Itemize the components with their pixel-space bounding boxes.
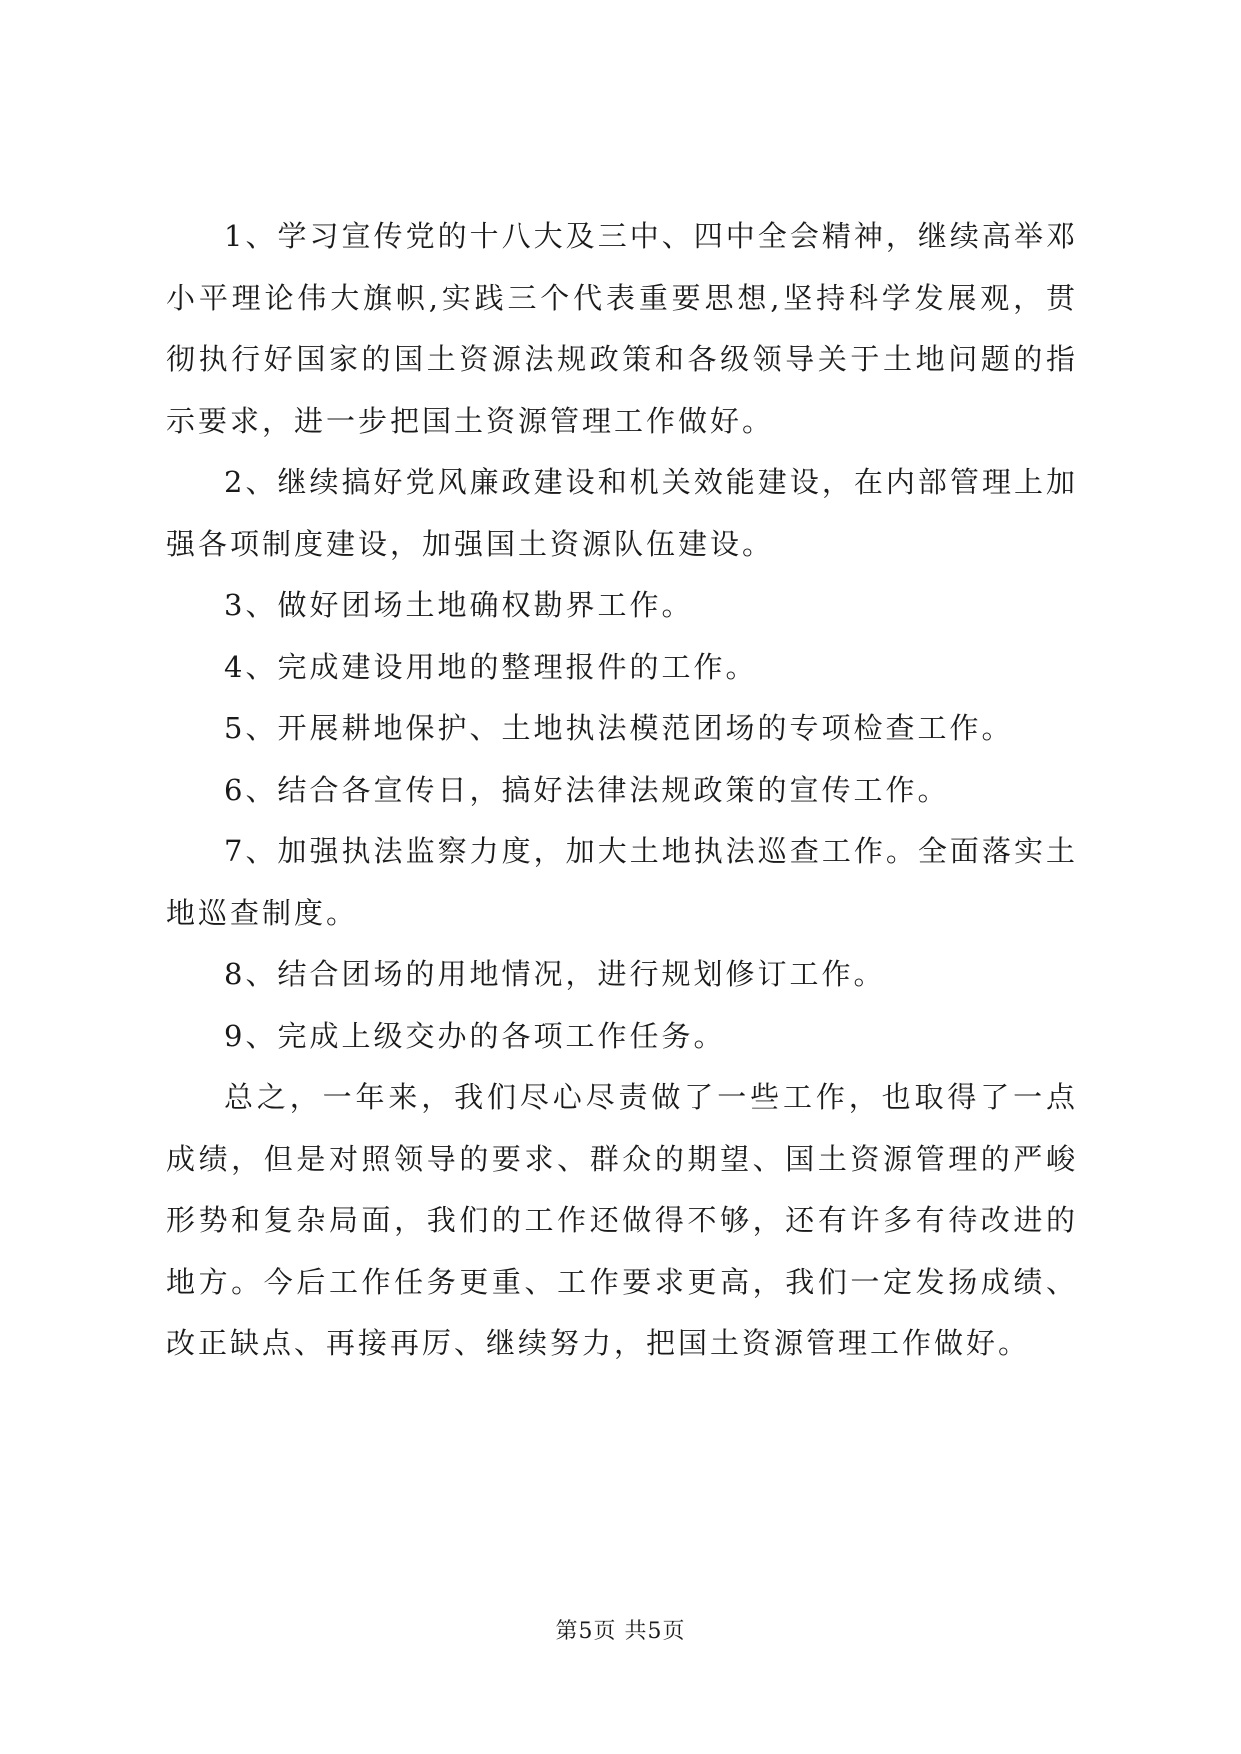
paragraph-item-4: 4、完成建设用地的整理报件的工作。	[224, 649, 758, 684]
paragraph-item-2: 2、继续搞好党风廉政建设和机关效能建设，在内部管理上加强各项制度建设，加强国土资源队伍建设。	[166, 465, 1078, 561]
paragraph-item-1: 1、学习宣传党的十八大及三中、四中全会精神，继续高举邓小平理论伟大旗帜,实践三个代表重要思想,坚持科学发展观，贯彻执行好国家的国土资源法规政策和各级领导关于土地问题的指示要求，进一步把国土资源管理工作做好。	[166, 219, 1078, 438]
paragraph-summary: 总之，一年来，我们尽心尽责做了一些工作，也取得了一点成绩，但是对照领导的要求、群众的期望、国土资源管理的严峻形势和复杂局面，我们的工作还做得不够，还有许多有待改进的地方。今后工作任务更重、工作要求更高，我们一定发扬成绩、改正缺点、再接再厉、继续努力，把国土资源管理工作做好。	[166, 1080, 1078, 1360]
paragraph-item-3: 3、做好团场土地确权勘界工作。	[224, 588, 694, 622]
document-body	[166, 206, 1078, 1375]
page-number-footer: 第5页 共5页	[555, 1619, 686, 1644]
paragraph-item-8: 8、结合团场的用地情况，进行规划修订工作。	[224, 957, 886, 991]
paragraph-item-9: 9、完成上级交办的各项工作任务。	[224, 1018, 726, 1053]
paragraph-item-5: 5、开展耕地保护、土地执法模范团场的专项检查工作。	[224, 711, 1014, 745]
paragraph-item-6: 6、结合各宣传日，搞好法律法规政策的宣传工作。	[224, 772, 950, 807]
paragraph-item-7: 7、加强执法监察力度，加大土地执法巡查工作。全面落实土地巡查制度。	[166, 834, 1078, 930]
